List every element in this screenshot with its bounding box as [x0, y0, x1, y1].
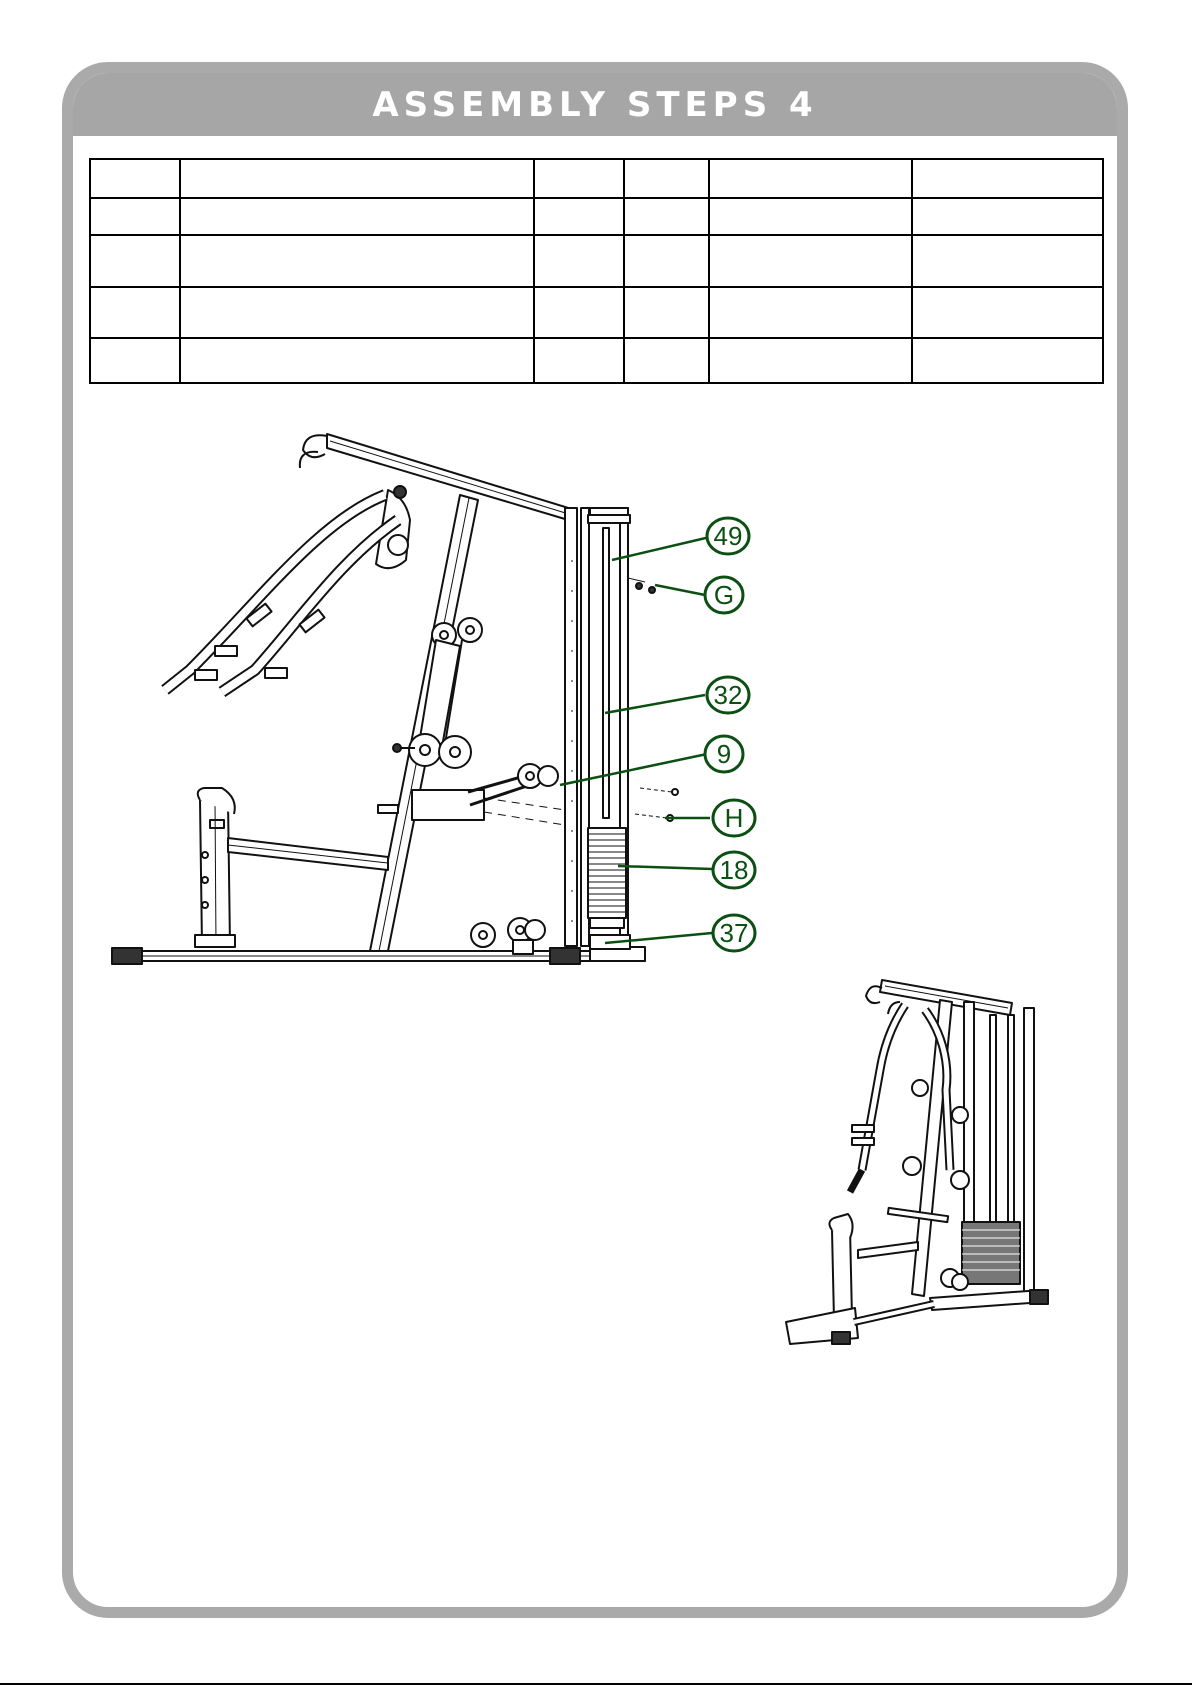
callout-49: 49 — [713, 521, 743, 551]
machine-perspective-view — [786, 980, 1048, 1344]
callout-18: 18 — [719, 855, 749, 885]
callout-37: 37 — [719, 918, 749, 948]
callout-9: 9 — [716, 739, 732, 769]
callout-32: 32 — [713, 680, 743, 710]
machine-side-view — [112, 434, 678, 964]
callout-labels — [714, 521, 749, 948]
callout-h: H — [724, 803, 744, 833]
callout-g: G — [713, 580, 735, 610]
page-title: ASSEMBLY STEPS 4 — [372, 84, 818, 125]
